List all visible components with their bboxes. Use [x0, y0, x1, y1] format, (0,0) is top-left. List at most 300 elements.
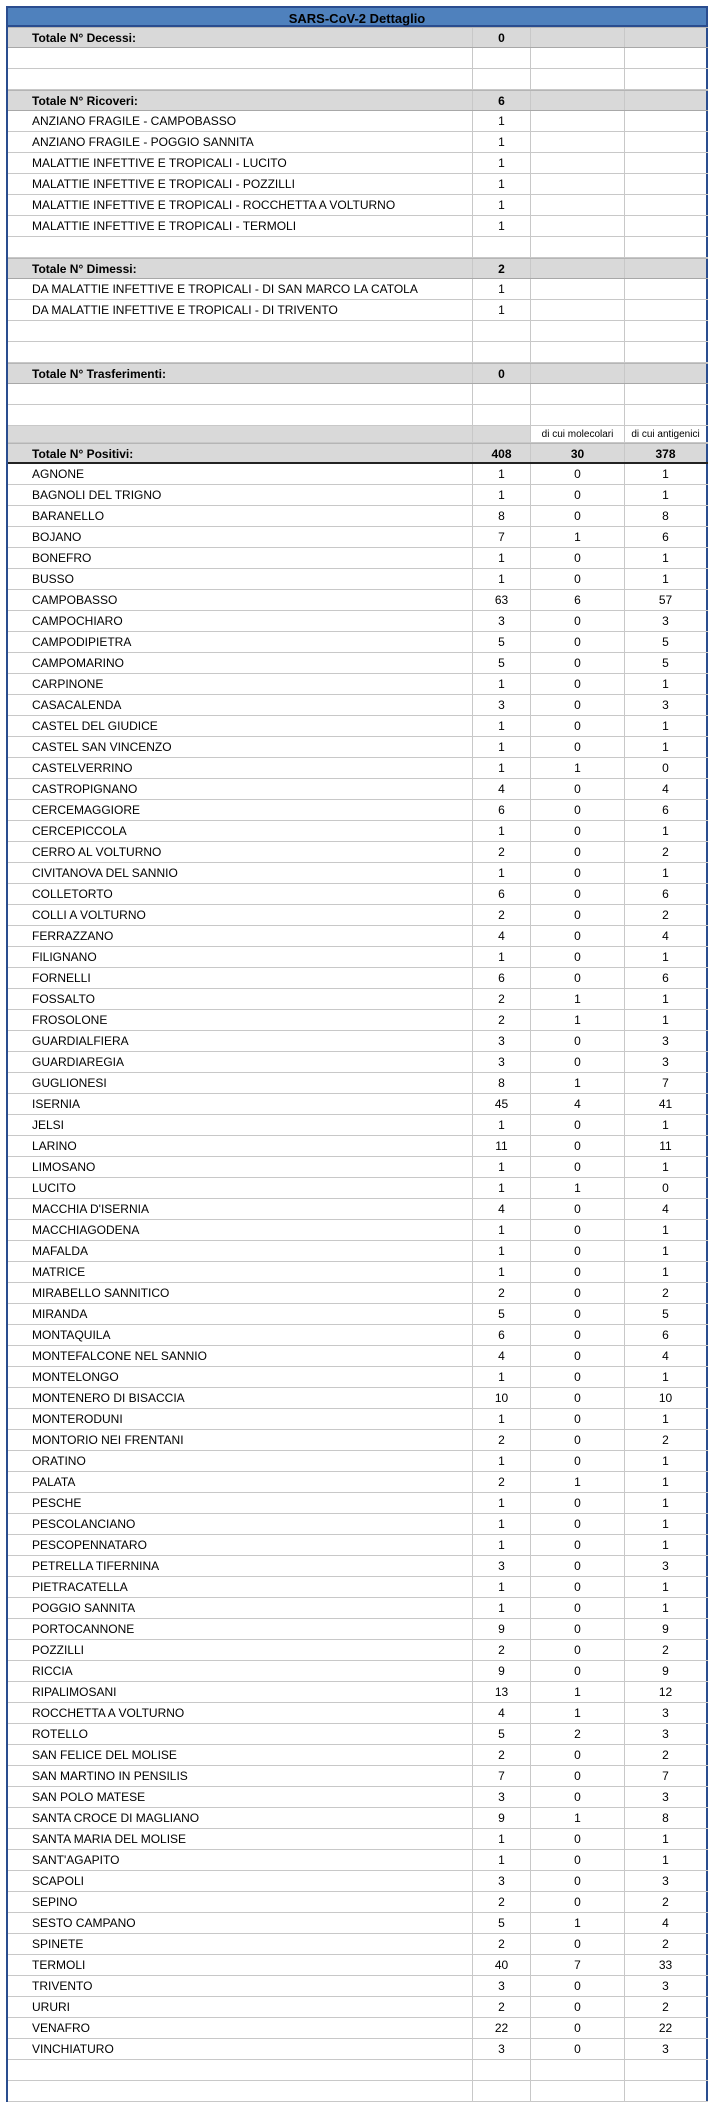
positivi-total: 408: [473, 444, 531, 462]
comune-total: 22: [473, 2018, 531, 2038]
comune-name: MACCHIA D'ISERNIA: [8, 1199, 473, 1219]
table-row: [8, 195, 708, 216]
comune-total: 1: [473, 1850, 531, 1870]
comune-molecolari: 0: [531, 1514, 625, 1534]
table-row: [8, 1094, 708, 1115]
comune-total: 1: [473, 737, 531, 757]
table-row: [8, 968, 708, 989]
comune-name: PESCHE: [8, 1493, 473, 1513]
table-row: [8, 1640, 708, 1661]
comune-molecolari: 0: [531, 1136, 625, 1156]
comune-name: BONEFRO: [8, 548, 473, 568]
dimessi-total: 2: [473, 259, 531, 278]
comune-total: 5: [473, 1724, 531, 1744]
comune-name: RIPALIMOSANI: [8, 1682, 473, 1702]
comune-antigenici: 2: [625, 1934, 708, 1954]
table-row: [8, 111, 708, 132]
comune-name: SESTO CAMPANO: [8, 1913, 473, 1933]
header-antigenici: di cui antigenici: [625, 426, 708, 442]
comune-antigenici: 0: [625, 758, 708, 778]
comune-name: MONTEFALCONE NEL SANNIO: [8, 1346, 473, 1366]
comune-molecolari: 0: [531, 1220, 625, 1240]
comune-molecolari: 1: [531, 527, 625, 547]
table-row: [8, 1955, 708, 1976]
comune-molecolari: 0: [531, 1262, 625, 1282]
comune-molecolari: 0: [531, 1346, 625, 1366]
comune-antigenici: 1: [625, 548, 708, 568]
comune-total: 2: [473, 1640, 531, 1660]
comune-antigenici: 1: [625, 674, 708, 694]
comune-total: 5: [473, 1304, 531, 1324]
comune-total: 1: [473, 1535, 531, 1555]
comune-total: 1: [473, 1262, 531, 1282]
comune-molecolari: 0: [531, 1661, 625, 1681]
comune-total: 11: [473, 1136, 531, 1156]
comune-molecolari: 0: [531, 653, 625, 673]
comune-name: MONTELONGO: [8, 1367, 473, 1387]
comune-molecolari: 1: [531, 1178, 625, 1198]
comune-antigenici: 9: [625, 1619, 708, 1639]
comune-antigenici: 1: [625, 863, 708, 883]
comune-total: 8: [473, 506, 531, 526]
table-row: [8, 174, 708, 195]
comune-antigenici: 2: [625, 1640, 708, 1660]
comune-antigenici: 6: [625, 527, 708, 547]
comune-name: TERMOLI: [8, 1955, 473, 1975]
comune-total: 1: [473, 1409, 531, 1429]
row-value: 1: [473, 195, 531, 215]
comune-name: GUGLIONESI: [8, 1073, 473, 1093]
row-name: DA MALATTIE INFETTIVE E TROPICALI - DI SAN MARCO LA CATOLA: [8, 279, 473, 299]
comune-molecolari: 0: [531, 632, 625, 652]
comune-total: 1: [473, 548, 531, 568]
table-row: [8, 905, 708, 926]
comune-name: PESCOLANCIANO: [8, 1514, 473, 1534]
comune-name: COLLETORTO: [8, 884, 473, 904]
comune-name: SANT'AGAPITO: [8, 1850, 473, 1870]
table-row: [8, 779, 708, 800]
table-row: [8, 216, 708, 237]
table-row: [8, 279, 708, 300]
comune-molecolari: 0: [531, 1934, 625, 1954]
comune-molecolari: 4: [531, 1094, 625, 1114]
comune-antigenici: 3: [625, 1031, 708, 1051]
empty-row: [8, 69, 708, 90]
comune-antigenici: 5: [625, 653, 708, 673]
empty-row: [8, 237, 708, 258]
comune-name: CASACALENDA: [8, 695, 473, 715]
table-row: [8, 1493, 708, 1514]
comune-total: 3: [473, 1787, 531, 1807]
comune-antigenici: 1: [625, 1115, 708, 1135]
comune-antigenici: 3: [625, 1703, 708, 1723]
positivi-label: Totale N° Positivi:: [8, 444, 473, 462]
comune-antigenici: 33: [625, 1955, 708, 1975]
comune-total: 1: [473, 1367, 531, 1387]
comune-antigenici: 6: [625, 1325, 708, 1345]
comune-antigenici: 7: [625, 1766, 708, 1786]
row-value: 1: [473, 216, 531, 236]
table-row: [8, 1535, 708, 1556]
table-row: [8, 1997, 708, 2018]
comune-name: FOSSALTO: [8, 989, 473, 1009]
table-row: [8, 485, 708, 506]
comune-total: 1: [473, 485, 531, 505]
comune-molecolari: 0: [531, 1766, 625, 1786]
empty-row: [8, 405, 708, 426]
comune-total: 1: [473, 1220, 531, 1240]
comune-total: 8: [473, 1073, 531, 1093]
table-row: [8, 1388, 708, 1409]
comune-total: 4: [473, 1703, 531, 1723]
comune-antigenici: 1: [625, 1220, 708, 1240]
comune-molecolari: 0: [531, 569, 625, 589]
comune-antigenici: 2: [625, 1430, 708, 1450]
comune-antigenici: 6: [625, 968, 708, 988]
comune-total: 2: [473, 1283, 531, 1303]
comune-antigenici: 0: [625, 1178, 708, 1198]
comune-total: 9: [473, 1808, 531, 1828]
comune-antigenici: 1: [625, 1850, 708, 1870]
comune-total: 2: [473, 1745, 531, 1765]
comune-antigenici: 3: [625, 1724, 708, 1744]
trasferimenti-total-row: [8, 363, 708, 384]
comune-antigenici: 8: [625, 506, 708, 526]
row-value: 1: [473, 132, 531, 152]
comune-total: 1: [473, 1577, 531, 1597]
comune-name: LUCITO: [8, 1178, 473, 1198]
table-row: [8, 653, 708, 674]
comune-antigenici: 1: [625, 569, 708, 589]
table-row: [8, 1871, 708, 1892]
comune-molecolari: 0: [531, 1367, 625, 1387]
comune-molecolari: 0: [531, 1640, 625, 1660]
table-row: [8, 1556, 708, 1577]
comune-name: ROCCHETTA A VOLTURNO: [8, 1703, 473, 1723]
comune-name: MONTERODUNI: [8, 1409, 473, 1429]
comune-name: MIRABELLO SANNITICO: [8, 1283, 473, 1303]
comune-antigenici: 4: [625, 1199, 708, 1219]
comune-name: BUSSO: [8, 569, 473, 589]
table-row: [8, 737, 708, 758]
comune-antigenici: 1: [625, 737, 708, 757]
comune-name: SAN FELICE DEL MOLISE: [8, 1745, 473, 1765]
comune-name: CASTELVERRINO: [8, 758, 473, 778]
row-value: 1: [473, 153, 531, 173]
comune-antigenici: 1: [625, 1367, 708, 1387]
comune-antigenici: 1: [625, 1577, 708, 1597]
comune-name: ROTELLO: [8, 1724, 473, 1744]
comune-antigenici: 2: [625, 905, 708, 925]
comune-total: 2: [473, 1997, 531, 2017]
table-row: [8, 1661, 708, 1682]
comune-total: 1: [473, 947, 531, 967]
comune-name: SANTA MARIA DEL MOLISE: [8, 1829, 473, 1849]
comune-antigenici: 1: [625, 1829, 708, 1849]
comune-molecolari: 1: [531, 1073, 625, 1093]
covid-detail-table: [6, 6, 708, 2102]
comune-name: PORTOCANNONE: [8, 1619, 473, 1639]
table-row: [8, 1241, 708, 1262]
comune-molecolari: 0: [531, 1619, 625, 1639]
row-name: MALATTIE INFETTIVE E TROPICALI - TERMOLI: [8, 216, 473, 236]
comune-total: 1: [473, 758, 531, 778]
comune-molecolari: 0: [531, 1304, 625, 1324]
comune-molecolari: 1: [531, 1703, 625, 1723]
comune-name: CERCEPICCOLA: [8, 821, 473, 841]
comune-antigenici: 5: [625, 632, 708, 652]
table-row: [8, 1724, 708, 1745]
comune-name: FROSOLONE: [8, 1010, 473, 1030]
comune-molecolari: 0: [531, 1325, 625, 1345]
table-row: [8, 1934, 708, 1955]
comune-name: ISERNIA: [8, 1094, 473, 1114]
comune-total: 7: [473, 527, 531, 547]
trasferimenti-total: 0: [473, 364, 531, 383]
comune-total: 3: [473, 1871, 531, 1891]
comune-antigenici: 41: [625, 1094, 708, 1114]
comune-name: COLLI A VOLTURNO: [8, 905, 473, 925]
comune-name: ORATINO: [8, 1451, 473, 1471]
table-row: [8, 1787, 708, 1808]
decessi-label: Totale N° Decessi:: [8, 28, 473, 47]
table-row: [8, 695, 708, 716]
comune-molecolari: 0: [531, 2039, 625, 2059]
comune-name: SPINETE: [8, 1934, 473, 1954]
comune-antigenici: 2: [625, 842, 708, 862]
comune-molecolari: 0: [531, 1829, 625, 1849]
comune-name: MONTORIO NEI FRENTANI: [8, 1430, 473, 1450]
ricoveri-list: [8, 111, 708, 237]
comune-name: CAMPOCHIARO: [8, 611, 473, 631]
comune-name: BARANELLO: [8, 506, 473, 526]
comune-antigenici: 57: [625, 590, 708, 610]
table-row: [8, 464, 708, 485]
empty-row: [8, 2081, 708, 2102]
table-row: [8, 1304, 708, 1325]
decessi-total-row: [8, 27, 708, 48]
comune-total: 10: [473, 1388, 531, 1408]
comune-total: 13: [473, 1682, 531, 1702]
comune-molecolari: 0: [531, 1787, 625, 1807]
comune-antigenici: 3: [625, 695, 708, 715]
comune-antigenici: 1: [625, 1514, 708, 1534]
comune-molecolari: 1: [531, 1913, 625, 1933]
comune-molecolari: 0: [531, 695, 625, 715]
comune-name: CASTROPIGNANO: [8, 779, 473, 799]
comune-name: FERRAZZANO: [8, 926, 473, 946]
decessi-total: 0: [473, 28, 531, 47]
comune-name: VENAFRO: [8, 2018, 473, 2038]
comune-name: POZZILLI: [8, 1640, 473, 1660]
comune-antigenici: 5: [625, 1304, 708, 1324]
comune-molecolari: 0: [531, 968, 625, 988]
comune-molecolari: 0: [531, 821, 625, 841]
comune-name: LARINO: [8, 1136, 473, 1156]
comune-antigenici: 1: [625, 1598, 708, 1618]
empty-row: [8, 384, 708, 405]
dimessi-total-row: [8, 258, 708, 279]
dimessi-list: [8, 279, 708, 321]
comune-molecolari: 0: [531, 905, 625, 925]
comune-total: 2: [473, 905, 531, 925]
comune-total: 2: [473, 1892, 531, 1912]
comune-antigenici: 4: [625, 1913, 708, 1933]
comune-molecolari: 6: [531, 590, 625, 610]
table-row: [8, 1220, 708, 1241]
comune-molecolari: 1: [531, 758, 625, 778]
comune-total: 6: [473, 800, 531, 820]
comune-molecolari: 0: [531, 1997, 625, 2017]
comune-total: 63: [473, 590, 531, 610]
comune-antigenici: 2: [625, 1745, 708, 1765]
table-row: [8, 1157, 708, 1178]
positivi-molecolari: 30: [531, 444, 625, 462]
table-row: [8, 800, 708, 821]
comune-antigenici: 1: [625, 1535, 708, 1555]
comune-molecolari: 0: [531, 464, 625, 484]
comune-molecolari: 0: [531, 1430, 625, 1450]
comune-name: CASTEL DEL GIUDICE: [8, 716, 473, 736]
table-row: [8, 1766, 708, 1787]
comune-molecolari: 1: [531, 1682, 625, 1702]
comune-total: 2: [473, 1430, 531, 1450]
comune-molecolari: 0: [531, 1745, 625, 1765]
table-row: [8, 1283, 708, 1304]
dimessi-label: Totale N° Dimessi:: [8, 259, 473, 278]
comune-antigenici: 3: [625, 2039, 708, 2059]
comune-name: SCAPOLI: [8, 1871, 473, 1891]
comune-total: 1: [473, 1514, 531, 1534]
comune-antigenici: 9: [625, 1661, 708, 1681]
comune-name: GUARDIAREGIA: [8, 1052, 473, 1072]
comune-total: 2: [473, 1472, 531, 1492]
comune-molecolari: 1: [531, 1010, 625, 1030]
empty-row: [8, 2060, 708, 2081]
table-row: [8, 674, 708, 695]
comune-name: SAN POLO MATESE: [8, 1787, 473, 1807]
row-name: MALATTIE INFETTIVE E TROPICALI - POZZILLI: [8, 174, 473, 194]
table-row: [8, 1346, 708, 1367]
table-title: SARS-CoV-2 Dettaglio: [8, 6, 708, 27]
comune-molecolari: 0: [531, 947, 625, 967]
comune-molecolari: 0: [531, 863, 625, 883]
comune-molecolari: 2: [531, 1724, 625, 1744]
table-row: [8, 863, 708, 884]
comune-antigenici: 1: [625, 821, 708, 841]
positivi-list: [8, 464, 708, 2060]
comune-antigenici: 1: [625, 1472, 708, 1492]
table-row: [8, 632, 708, 653]
row-name: ANZIANO FRAGILE - POGGIO SANNITA: [8, 132, 473, 152]
comune-total: 1: [473, 1829, 531, 1849]
comune-name: AGNONE: [8, 464, 473, 484]
table-row: [8, 153, 708, 174]
table-row: [8, 1976, 708, 1997]
comune-name: CAMPOBASSO: [8, 590, 473, 610]
comune-antigenici: 10: [625, 1388, 708, 1408]
comune-molecolari: 1: [531, 989, 625, 1009]
comune-molecolari: 0: [531, 548, 625, 568]
table-row: [8, 2039, 708, 2060]
ricoveri-total: 6: [473, 91, 531, 110]
comune-total: 2: [473, 989, 531, 1009]
comune-total: 6: [473, 968, 531, 988]
empty-row: [8, 321, 708, 342]
comune-name: TRIVENTO: [8, 1976, 473, 1996]
comune-antigenici: 1: [625, 1157, 708, 1177]
comune-molecolari: 0: [531, 611, 625, 631]
table-row: [8, 506, 708, 527]
table-row: [8, 1598, 708, 1619]
comune-name: SANTA CROCE DI MAGLIANO: [8, 1808, 473, 1828]
comune-name: BOJANO: [8, 527, 473, 547]
table-row: [8, 611, 708, 632]
comune-total: 5: [473, 653, 531, 673]
comune-molecolari: 0: [531, 1052, 625, 1072]
table-row: [8, 1115, 708, 1136]
row-value: 1: [473, 111, 531, 131]
comune-molecolari: 0: [531, 716, 625, 736]
comune-name: SEPINO: [8, 1892, 473, 1912]
comune-molecolari: 0: [531, 842, 625, 862]
comune-total: 5: [473, 1913, 531, 1933]
comune-total: 7: [473, 1766, 531, 1786]
comune-molecolari: 1: [531, 1808, 625, 1828]
header-molecolari: di cui molecolari: [531, 426, 625, 442]
table-row: [8, 1808, 708, 1829]
comune-name: FORNELLI: [8, 968, 473, 988]
comune-total: 3: [473, 611, 531, 631]
comune-molecolari: 0: [531, 1157, 625, 1177]
comune-total: 1: [473, 1598, 531, 1618]
comune-total: 6: [473, 884, 531, 904]
comune-name: MIRANDA: [8, 1304, 473, 1324]
comune-name: MACCHIAGODENA: [8, 1220, 473, 1240]
positivi-column-header-row: [8, 426, 708, 443]
table-row: [8, 1577, 708, 1598]
table-row: [8, 842, 708, 863]
comune-antigenici: 1: [625, 464, 708, 484]
comune-antigenici: 1: [625, 1451, 708, 1471]
comune-total: 40: [473, 1955, 531, 1975]
row-name: DA MALATTIE INFETTIVE E TROPICALI - DI TRIVENTO: [8, 300, 473, 320]
comune-molecolari: 0: [531, 1451, 625, 1471]
comune-name: CAMPOMARINO: [8, 653, 473, 673]
table-row: [8, 1472, 708, 1493]
comune-antigenici: 1: [625, 947, 708, 967]
table-row: [8, 821, 708, 842]
comune-name: MONTAQUILA: [8, 1325, 473, 1345]
table-row: [8, 1829, 708, 1850]
table-row: [8, 1850, 708, 1871]
ricoveri-label: Totale N° Ricoveri:: [8, 91, 473, 110]
comune-antigenici: 1: [625, 1409, 708, 1429]
comune-antigenici: 1: [625, 1493, 708, 1513]
comune-antigenici: 1: [625, 1241, 708, 1261]
comune-total: 1: [473, 1493, 531, 1513]
table-row: [8, 527, 708, 548]
comune-antigenici: 3: [625, 1976, 708, 1996]
row-value: 1: [473, 174, 531, 194]
comune-molecolari: 0: [531, 1892, 625, 1912]
comune-antigenici: 3: [625, 611, 708, 631]
table-row: [8, 1010, 708, 1031]
comune-name: SAN MARTINO IN PENSILIS: [8, 1766, 473, 1786]
comune-name: GUARDIALFIERA: [8, 1031, 473, 1051]
table-row: [8, 1052, 708, 1073]
comune-name: PETRELLA TIFERNINA: [8, 1556, 473, 1576]
